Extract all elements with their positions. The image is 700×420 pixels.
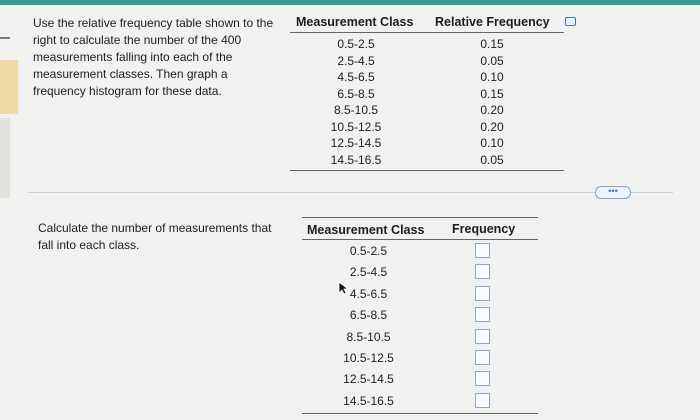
class-cell: 4.5-6.5 bbox=[337, 70, 375, 84]
frequency-input[interactable] bbox=[475, 243, 490, 258]
relative-frequency-cell: 0.15 bbox=[480, 86, 504, 101]
class-cell: 6.5-8.5 bbox=[337, 86, 375, 101]
table-row bbox=[302, 391, 538, 412]
table-rule bbox=[290, 170, 564, 171]
measurement-class-heading: Measurement Class bbox=[296, 15, 414, 29]
copy-icon[interactable] bbox=[565, 17, 576, 26]
class-cell: 10.5-12.5 bbox=[343, 350, 394, 365]
table-row bbox=[302, 305, 538, 326]
relative-frequency-cell: 0.05 bbox=[480, 152, 504, 167]
class-cell: 2.5-4.5 bbox=[337, 53, 375, 68]
more-options-button[interactable]: ••• bbox=[595, 186, 631, 199]
table-row bbox=[302, 241, 538, 262]
left-margin-strip bbox=[0, 118, 10, 198]
frequency-heading: Frequency bbox=[452, 222, 516, 236]
class-cell: 14.5-16.5 bbox=[330, 152, 382, 167]
table-row bbox=[302, 327, 538, 348]
frequency-input[interactable] bbox=[475, 350, 490, 365]
measurement-class-heading: Measurement Class bbox=[307, 223, 425, 237]
frequency-input[interactable] bbox=[475, 264, 490, 279]
table-row bbox=[290, 152, 564, 169]
left-margin-tick bbox=[0, 37, 10, 39]
table-rule bbox=[302, 413, 538, 414]
class-cell: 4.5-6.5 bbox=[349, 286, 388, 301]
relative-frequency-table bbox=[290, 12, 564, 171]
table-row bbox=[290, 86, 564, 103]
relative-table-header bbox=[290, 12, 564, 32]
left-highlight-strip bbox=[0, 60, 18, 114]
section-divider bbox=[28, 192, 673, 193]
class-cell: 0.5-2.5 bbox=[337, 37, 375, 51]
table-row bbox=[290, 36, 564, 53]
table-row bbox=[290, 102, 564, 119]
relative-frequency-cell: 0.15 bbox=[480, 37, 504, 51]
mouse-pointer-icon bbox=[338, 281, 350, 295]
relative-frequency-cell: 0.10 bbox=[480, 70, 504, 84]
prompt-text: Calculate the number of measurements that fall into each class. bbox=[38, 221, 272, 252]
table-row bbox=[302, 348, 538, 369]
frequency-input[interactable] bbox=[475, 371, 490, 386]
class-cell: 14.5-16.5 bbox=[343, 393, 394, 408]
frequency-input[interactable] bbox=[475, 286, 490, 301]
class-cell: 12.5-14.5 bbox=[343, 372, 394, 387]
table-row bbox=[290, 53, 564, 70]
class-cell: 10.5-12.5 bbox=[330, 119, 382, 134]
top-accent-bar bbox=[0, 0, 700, 5]
relative-frequency-cell: 0.20 bbox=[480, 119, 504, 134]
table-row bbox=[302, 369, 538, 390]
frequency-input[interactable] bbox=[475, 307, 490, 322]
frequency-input[interactable] bbox=[475, 393, 490, 408]
relative-frequency-cell: 0.05 bbox=[480, 53, 504, 68]
class-cell: 2.5-4.5 bbox=[349, 265, 388, 280]
relative-frequency-heading: Relative Frequency bbox=[435, 15, 550, 29]
class-cell: 8.5-10.5 bbox=[333, 103, 379, 117]
table-row bbox=[290, 69, 564, 86]
class-cell: 12.5-14.5 bbox=[330, 136, 382, 150]
relative-frequency-cell: 0.20 bbox=[480, 103, 504, 117]
instructions-text: Use the relative frequency table shown to the right to calculate the number of the 400 measurements falling into each of the measurement classes. Then graph a frequency histogram for these data. bbox=[33, 16, 274, 98]
class-cell: 0.5-2.5 bbox=[349, 244, 388, 258]
class-cell: 8.5-10.5 bbox=[346, 329, 391, 344]
table-row bbox=[290, 119, 564, 136]
table-row bbox=[290, 135, 564, 152]
frequency-table bbox=[302, 217, 538, 414]
frequency-table-header bbox=[302, 218, 538, 239]
relative-frequency-cell: 0.10 bbox=[480, 136, 504, 150]
class-cell: 6.5-8.5 bbox=[349, 308, 388, 323]
frequency-input[interactable] bbox=[475, 329, 490, 344]
